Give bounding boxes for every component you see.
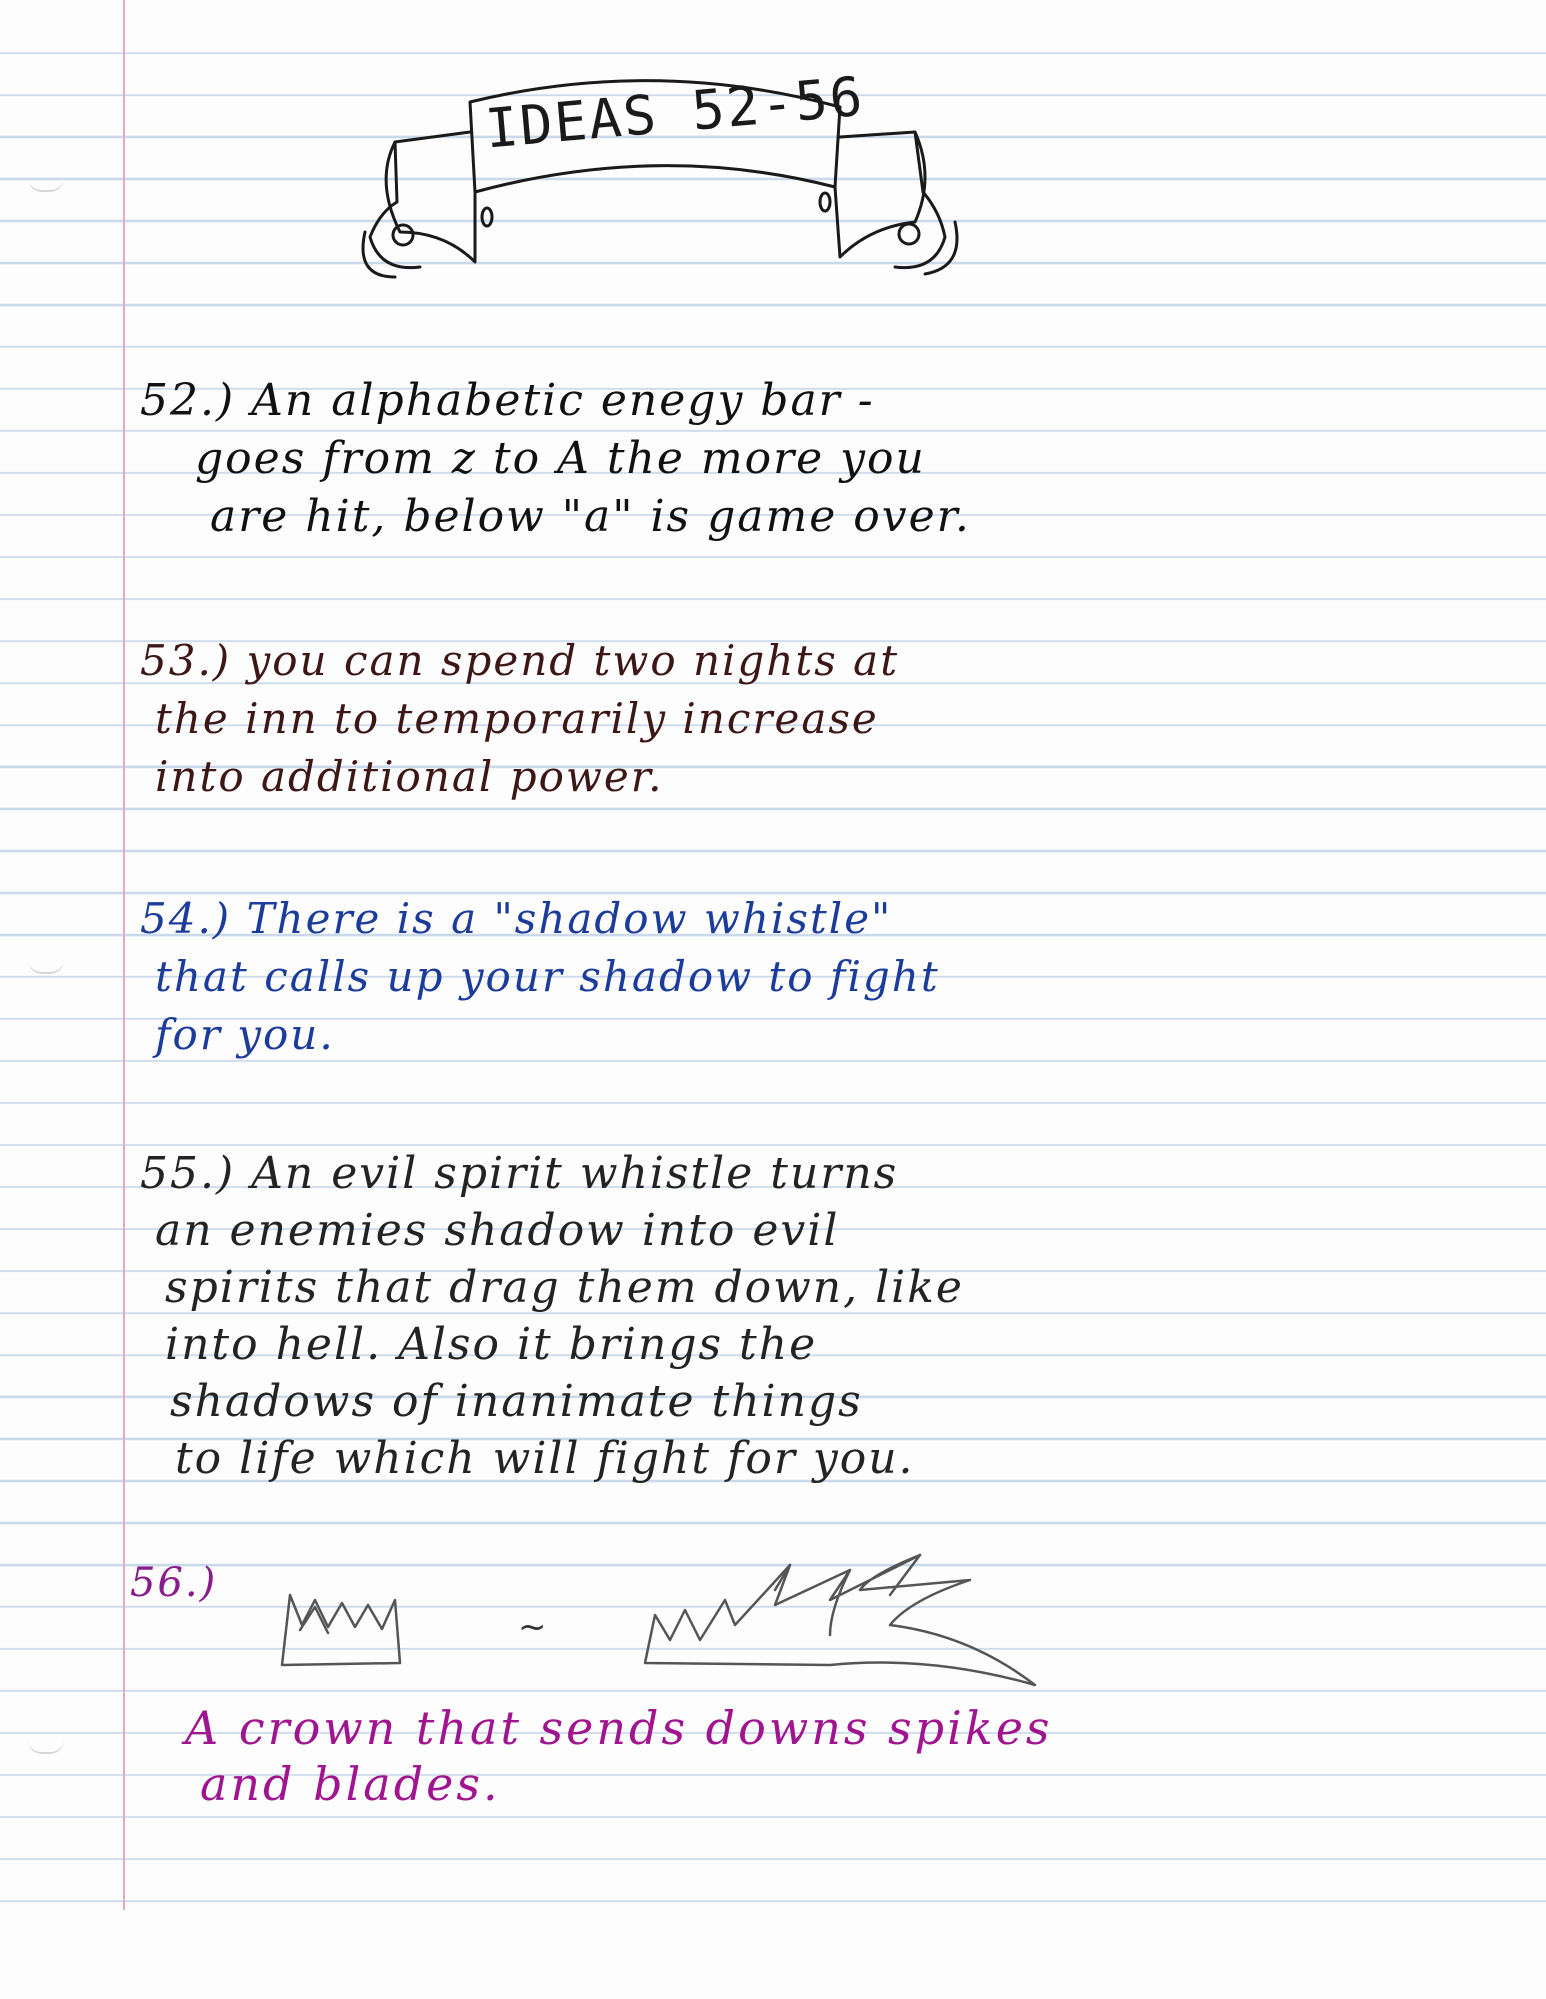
idea-53-line-2: the inn to temporarily increase	[155, 694, 879, 743]
banner-title: IDEAS 52-56	[482, 64, 867, 161]
page-bottom-margin	[0, 1935, 1546, 1999]
idea-55	[140, 1145, 964, 1487]
margin-line	[123, 0, 125, 1910]
idea-54-line-2: that calls up your shadow to fight	[155, 952, 940, 1001]
idea-52-line-2: goes from z to A the more you	[195, 433, 926, 484]
idea-56-number: 56.)	[130, 1560, 218, 1606]
idea-52-line-3: are hit, below "a" is game over.	[210, 491, 971, 542]
idea-55-line-5: shadows of inanimate things	[170, 1376, 863, 1427]
idea-53-line-3: into additional power.	[155, 752, 664, 801]
title-banner	[325, 62, 1045, 292]
idea-55-line-4: into hell. Also it brings the	[165, 1319, 818, 1370]
idea-52-line-1: 52.) An alphabetic enegy bar -	[140, 375, 875, 426]
idea-54-line-1: 54.) There is a "shadow whistle"	[140, 894, 893, 943]
crown-blades-drawing	[270, 1545, 1120, 1695]
idea-55-line-6: to life which will fight for you.	[175, 1433, 915, 1484]
idea-56-line-1: A crown that sends downs spikes	[185, 1701, 1053, 1755]
idea-54	[140, 890, 940, 1064]
idea-52	[140, 372, 971, 546]
punch-hole-bottom	[28, 1740, 64, 1754]
punch-hole-top	[28, 178, 64, 192]
idea-55-line-2: an enemies shadow into evil	[155, 1205, 840, 1256]
idea-53-line-1: 53.) you can spend two nights at	[140, 636, 900, 685]
idea-53	[140, 632, 899, 806]
idea-56-text	[185, 1700, 1053, 1812]
idea-55-line-3: spirits that drag them down, like	[165, 1262, 964, 1313]
idea-55-line-1: 55.) An evil spirit whistle turns	[140, 1148, 899, 1199]
tilde-mark: ~	[518, 1607, 547, 1647]
crown-sketch	[270, 1545, 1120, 1695]
idea-56-line-2: and blades.	[200, 1757, 501, 1811]
idea-54-line-3: for you.	[155, 1010, 335, 1059]
punch-hole-middle	[28, 960, 64, 974]
